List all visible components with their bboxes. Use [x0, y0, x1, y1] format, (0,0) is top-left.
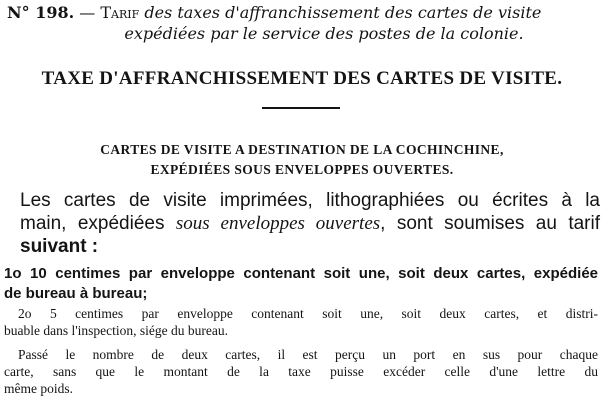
item1-line-1: 1o 10 centimes par enveloppe contenant soit une, soit deux cartes, expédiée [4, 265, 598, 282]
surcharge-note [4, 346, 598, 397]
note-line-1: Passé le nombre de deux cartes, il est perçu un port en sus pour chaque [18, 347, 598, 362]
subtitle-line-1: CARTES DE VISITE A DESTINATION DE LA COCHINCHINE, [100, 142, 504, 157]
title-divider [262, 107, 340, 109]
header-tarif: Tarif [100, 3, 140, 22]
page-title: TAXE D'AFFRANCHISSEMENT DES CARTES DE VISITE. [41, 68, 563, 89]
header-line1-rest: des taxes d'affranchissement des cartes de visite [139, 3, 542, 22]
document-header [7, 2, 601, 44]
lead-line-2-start: main, expédiées [20, 213, 176, 234]
item1-line-2: de bureau à bureau; [4, 285, 148, 302]
tariff-item-2 [4, 305, 598, 339]
header-line2: expédiées par le service des postes de la colonie. [124, 24, 524, 43]
lead-paragraph [20, 189, 600, 258]
note-line-3: même poids. [4, 381, 73, 396]
section-subtitle [0, 140, 604, 180]
lead-emphasis: sous enveloppes ouvertes [175, 213, 381, 234]
note-line-2: carte, sans que le montant de la taxe puisse excéder celle d'une lettre du [4, 364, 598, 379]
tariff-item-1 [4, 264, 598, 304]
subtitle-line-2: EXPÉDIÉES SOUS ENVELOPPES OUVERTES. [150, 162, 454, 177]
item2-line-2: buable dans l'inspection, siége du bureau. [4, 323, 228, 338]
lead-line-1: Les cartes de visite imprimées, lithographiées ou écrites à la [20, 190, 600, 211]
lead-line-3: suivant : [20, 236, 99, 257]
item2-line-1: 2o 5 centimes par enveloppe contenant soit une, soit deux cartes, et distri- [18, 306, 598, 321]
header-dash: — [74, 3, 101, 22]
document-number: N° 198. [7, 3, 75, 22]
lead-line-2 [20, 212, 600, 235]
lead-line-2-end: , sont soumises au tarif [380, 213, 600, 234]
